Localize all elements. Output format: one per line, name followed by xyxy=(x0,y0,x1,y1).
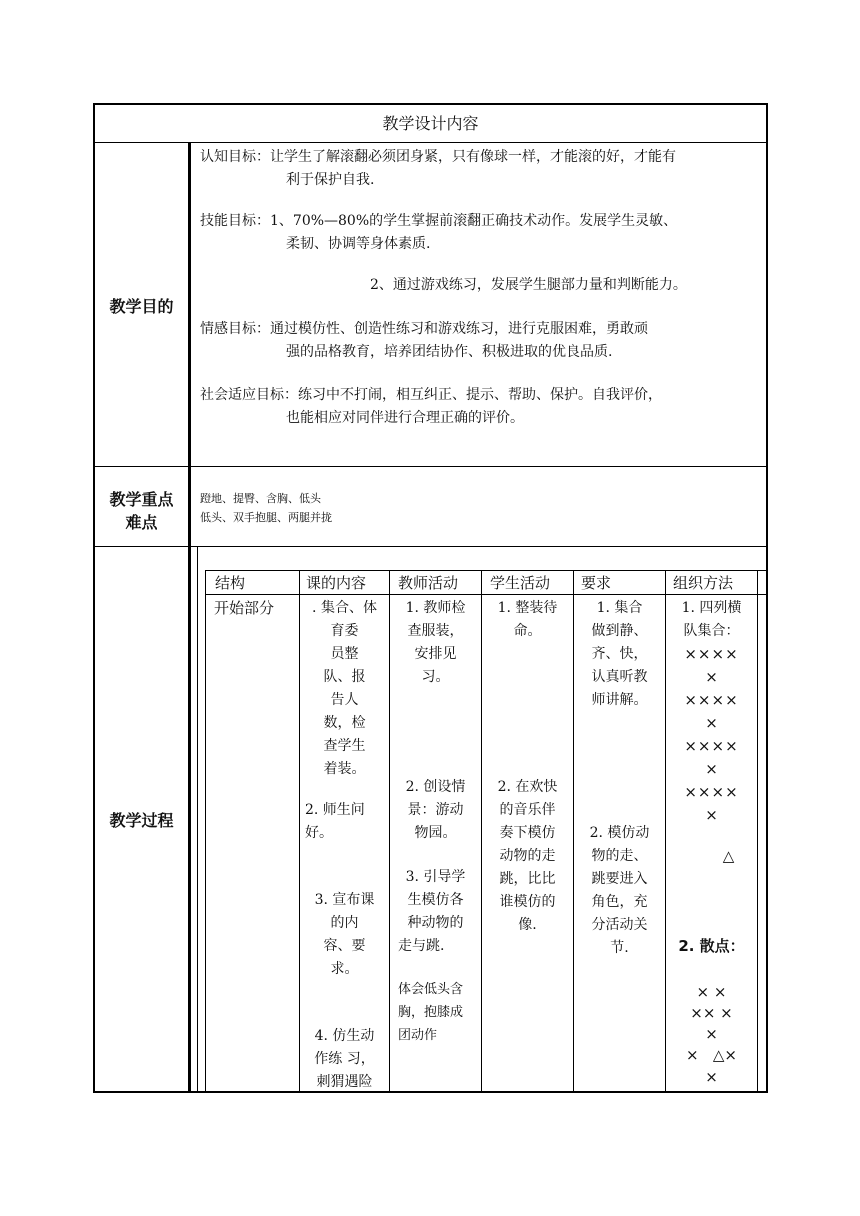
title-divider xyxy=(93,142,768,143)
teacher-line: 3. 引导学 xyxy=(405,869,466,885)
formation-row: × xyxy=(705,714,718,732)
requirement-line: 齐、快， xyxy=(591,646,648,662)
frame-top xyxy=(93,103,768,105)
formation-row: ×××× xyxy=(684,691,739,709)
header-content: 课的内容 xyxy=(306,574,367,592)
teacher-line: 物园。 xyxy=(414,825,457,841)
inner-col-0 xyxy=(205,570,206,1093)
content-line: 队、报 xyxy=(323,669,366,685)
teacher-line: 体会低头含 xyxy=(398,982,464,997)
content-line: 告人 xyxy=(330,692,359,708)
requirement-line: 做到静、 xyxy=(591,623,648,639)
content-line: 刺猬遇险 xyxy=(316,1074,373,1090)
content-line: 作练 习， xyxy=(314,1051,375,1067)
teacher-line: 景：游动 xyxy=(407,802,464,818)
teacher-line: 胸，抱膝成 xyxy=(398,1005,464,1020)
skill-goal-line3: 2、通过游戏练习，发展学生腿部力量和判断能力。 xyxy=(370,277,687,293)
content-line: 2. 师生问 xyxy=(305,802,365,818)
frame-left xyxy=(93,103,95,1093)
formation-row: ×××× xyxy=(684,645,739,663)
cognitive-goal-line1: 认知目标：让学生了解滚翻必须团身紧，只有像球一样，才能滚的好，才能有 xyxy=(200,149,676,165)
keypoints-line2: 低头、双手抱腿、两腿并拢 xyxy=(200,511,332,524)
content-line: 容、要 xyxy=(323,938,366,954)
requirement-line: 跳要进入 xyxy=(591,871,648,887)
student-line: 跳，比比 xyxy=(499,871,556,887)
organization-line: 队集合： xyxy=(683,623,740,639)
content-line: 数，检 xyxy=(323,715,366,731)
keypoints-label-line2: 难点 xyxy=(125,513,158,532)
content-line: . 集合、体 xyxy=(312,600,377,616)
skill-goal-line2: 柔韧、协调等身体素质. xyxy=(286,236,431,252)
content-line: 员整 xyxy=(330,646,359,662)
scatter-row: × xyxy=(705,1025,718,1043)
content-line: 求。 xyxy=(330,961,359,977)
keypoints-divider xyxy=(93,546,768,547)
content-line: 4. 仿生动 xyxy=(314,1028,375,1044)
skill-goal-line1: 技能目标：1、70%—80%的学生掌握前滚翻正确技术动作。发展学生灵敏、 xyxy=(200,213,678,229)
content-line: 查学生 xyxy=(323,738,366,754)
student-line: 像. xyxy=(518,917,537,933)
content-line: 3. 宣布课 xyxy=(314,892,375,908)
teacher-line: 走与跳. xyxy=(398,938,445,954)
scatter-row: ×× × xyxy=(690,1004,733,1022)
inner-header-bottom xyxy=(205,594,766,595)
social-goal-line2: 也能相应对同伴进行合理正确的评价。 xyxy=(286,410,524,426)
process-label: 教学过程 xyxy=(109,811,174,830)
student-line: 动物的走 xyxy=(499,848,556,864)
keypoints-line1: 蹬地、提臀、含胸、低头 xyxy=(200,492,321,505)
student-line: 2. 在欢快 xyxy=(497,779,558,795)
student-line: 奏下模仿 xyxy=(499,825,556,841)
requirement-line: 节. xyxy=(610,940,629,956)
header-student: 学生活动 xyxy=(490,574,551,592)
page-bottom xyxy=(93,1091,768,1093)
formation-row: ×××× xyxy=(684,737,739,755)
teacher-line: 2. 创设情 xyxy=(405,779,466,795)
teacher-line: 1. 教师检 xyxy=(405,600,466,616)
header-requirement: 要求 xyxy=(581,574,612,592)
student-line: 谁模仿的 xyxy=(499,894,556,910)
formation-row: ×××× xyxy=(684,783,739,801)
keypoints-label-line1: 教学重点 xyxy=(109,490,174,509)
scatter-row: × × xyxy=(696,983,727,1001)
requirement-line: 认真听教 xyxy=(591,669,648,685)
teacher-line: 查服装， xyxy=(407,623,464,639)
structure-cell: 开始部分 xyxy=(214,599,275,617)
header-organization: 组织方法 xyxy=(673,574,734,592)
teacher-line: 生模仿各 xyxy=(407,892,464,908)
emotion-goal-line2: 强的品格教育，培养团结协作、积极进取的优良品质. xyxy=(286,344,613,360)
requirement-line: 1. 集合 xyxy=(596,600,643,616)
frame-right xyxy=(766,103,768,1093)
content-line: 的内 xyxy=(330,915,359,931)
organization-line: 1. 四列横 xyxy=(681,600,742,616)
requirement-line: 分活动关 xyxy=(591,917,648,933)
header-teacher: 教师活动 xyxy=(398,574,459,592)
objectives-divider xyxy=(93,466,768,467)
page-title: 教学设计内容 xyxy=(382,114,479,133)
student-line: 命。 xyxy=(513,623,542,639)
inner-col-6 xyxy=(757,570,758,1093)
teacher-line: 团动作 xyxy=(398,1028,438,1043)
formation-row: × xyxy=(705,760,718,778)
requirement-line: 角色，充 xyxy=(591,894,648,910)
emotion-goal-line1: 情感目标：通过模仿性、创造性练习和游戏练习，进行克服困难，勇敢顽 xyxy=(200,321,648,337)
content-line: 着装。 xyxy=(323,761,366,777)
teacher-line: 安排见 xyxy=(414,646,457,662)
teacher-line: 习。 xyxy=(421,669,450,685)
requirement-line: 师讲解。 xyxy=(591,692,648,708)
teacher-triangle-icon: △ xyxy=(722,847,735,865)
formation-row: × xyxy=(705,668,718,686)
social-goal-line1: 社会适应目标：练习中不打闹，相互纠正、提示、帮助、保护。自我评价， xyxy=(200,387,662,403)
objectives-label: 教学目的 xyxy=(109,297,174,316)
organization-line: 2. 散点： xyxy=(678,937,745,955)
teacher-line: 种动物的 xyxy=(407,915,464,931)
inner-frame-outer-left xyxy=(197,547,198,1093)
scatter-row: × xyxy=(705,1068,718,1086)
inner-top xyxy=(205,570,766,571)
content-line: 好。 xyxy=(305,825,333,841)
formation-row: × xyxy=(705,806,718,824)
label-column-divider xyxy=(188,143,191,1093)
student-line: 的音乐伴 xyxy=(499,802,556,818)
cognitive-goal-line2: 利于保护自我. xyxy=(286,172,375,188)
content-line: 育委 xyxy=(330,623,359,639)
requirement-line: 2. 模仿动 xyxy=(589,825,650,841)
header-structure: 结构 xyxy=(215,574,246,592)
scatter-row: × △× xyxy=(686,1046,737,1064)
student-line: 1. 整装待 xyxy=(497,600,558,616)
requirement-line: 物的走、 xyxy=(591,848,648,864)
